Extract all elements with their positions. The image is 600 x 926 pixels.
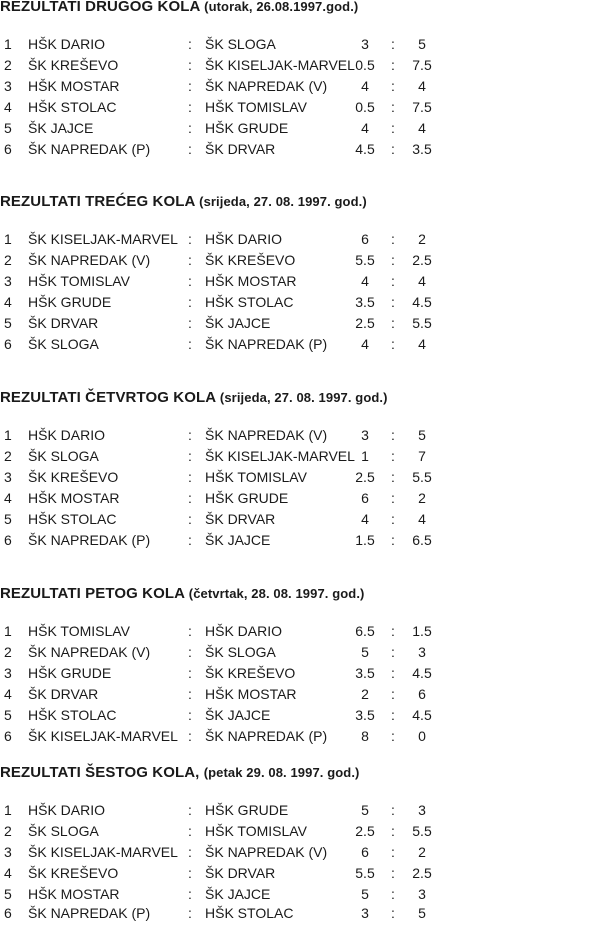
away-score: 7.5 bbox=[412, 57, 432, 73]
away-score: 6.5 bbox=[412, 532, 432, 548]
match-number: 5 bbox=[4, 707, 12, 723]
home-score: 5 bbox=[361, 644, 369, 660]
home-score: 3.5 bbox=[355, 665, 375, 681]
match-row bbox=[0, 844, 600, 865]
separator: : bbox=[188, 78, 192, 94]
match-row bbox=[0, 99, 600, 120]
match-number: 2 bbox=[4, 823, 12, 839]
separator: : bbox=[188, 686, 192, 702]
home-team: ŠK KREŠEVO bbox=[28, 865, 119, 881]
score-separator: : bbox=[391, 448, 395, 464]
round-date: (četvrtak, 28. 08. 1997. god.) bbox=[188, 586, 365, 601]
round-title bbox=[0, 389, 388, 406]
score-separator: : bbox=[391, 686, 395, 702]
match-number: 4 bbox=[4, 99, 12, 115]
home-team: HŠK DARIO bbox=[28, 802, 106, 818]
home-team: ŠK NAPREDAK (V) bbox=[28, 644, 151, 660]
score-separator: : bbox=[391, 231, 395, 247]
match-row bbox=[0, 78, 600, 99]
home-score: 3.5 bbox=[355, 294, 375, 310]
away-score: 5.5 bbox=[412, 469, 432, 485]
home-team: ŠK NAPREDAK (V) bbox=[28, 252, 151, 268]
away-score: 7 bbox=[418, 448, 426, 464]
separator: : bbox=[188, 231, 192, 247]
match-row bbox=[0, 886, 600, 907]
home-score: 5 bbox=[361, 886, 369, 902]
separator: : bbox=[188, 665, 192, 681]
home-score: 2.5 bbox=[355, 315, 375, 331]
round-date: (utorak, 26.08.1997.god.) bbox=[204, 0, 359, 14]
separator: : bbox=[188, 469, 192, 485]
home-team: HŠK TOMISLAV bbox=[28, 623, 130, 639]
home-team: ŠK NAPREDAK (P) bbox=[28, 141, 151, 157]
away-team: HŠK TOMISLAV bbox=[205, 469, 307, 485]
score-separator: : bbox=[391, 802, 395, 818]
away-team: ŠK DRVAR bbox=[205, 141, 276, 157]
match-number: 2 bbox=[4, 57, 12, 73]
away-team: ŠK JAJCE bbox=[205, 707, 271, 723]
away-team: ŠK SLOGA bbox=[205, 36, 276, 52]
match-row bbox=[0, 823, 600, 844]
away-team: HŠK GRUDE bbox=[205, 490, 289, 506]
away-score: 2 bbox=[418, 231, 426, 247]
away-score: 2 bbox=[418, 490, 426, 506]
home-score: 6 bbox=[361, 490, 369, 506]
score-separator: : bbox=[391, 823, 395, 839]
home-team: ŠK NAPREDAK (P) bbox=[28, 905, 151, 921]
away-score: 2.5 bbox=[412, 252, 432, 268]
score-separator: : bbox=[391, 99, 395, 115]
away-team: HŠK TOMISLAV bbox=[205, 823, 307, 839]
home-team: ŠK DRVAR bbox=[28, 686, 99, 702]
match-row bbox=[0, 57, 600, 78]
match-number: 4 bbox=[4, 865, 12, 881]
away-team: ŠK KREŠEVO bbox=[205, 252, 296, 268]
score-separator: : bbox=[391, 273, 395, 289]
away-score: 4 bbox=[418, 336, 426, 352]
round-date: (srijeda, 27. 08. 1997. god.) bbox=[199, 194, 367, 209]
away-team: ŠK DRVAR bbox=[205, 865, 276, 881]
home-team: HŠK STOLAC bbox=[28, 511, 117, 527]
separator: : bbox=[188, 802, 192, 818]
score-separator: : bbox=[391, 252, 395, 268]
away-score: 2 bbox=[418, 844, 426, 860]
match-number: 1 bbox=[4, 802, 12, 818]
score-separator: : bbox=[391, 728, 395, 744]
away-score: 1.5 bbox=[412, 623, 432, 639]
match-number: 3 bbox=[4, 78, 12, 94]
home-score: 5 bbox=[361, 802, 369, 818]
home-team: HŠK TOMISLAV bbox=[28, 273, 130, 289]
home-score: 6.5 bbox=[355, 623, 375, 639]
separator: : bbox=[188, 623, 192, 639]
home-score: 5.5 bbox=[355, 252, 375, 268]
score-separator: : bbox=[391, 294, 395, 310]
separator: : bbox=[188, 273, 192, 289]
home-score: 4 bbox=[361, 273, 369, 289]
round-title bbox=[0, 0, 358, 15]
separator: : bbox=[188, 99, 192, 115]
score-separator: : bbox=[391, 57, 395, 73]
home-score: 1 bbox=[361, 448, 369, 464]
home-score: 2.5 bbox=[355, 823, 375, 839]
round-title bbox=[0, 764, 359, 781]
round-title-text: REZULTATI DRUGOG KOLA bbox=[0, 0, 200, 15]
away-team: ŠK KISELJAK-MARVEL bbox=[205, 448, 355, 464]
separator: : bbox=[188, 141, 192, 157]
away-team: HŠK MOSTAR bbox=[205, 686, 297, 702]
match-number: 1 bbox=[4, 36, 12, 52]
home-team: ŠK SLOGA bbox=[28, 823, 99, 839]
match-row bbox=[0, 623, 600, 644]
separator: : bbox=[188, 511, 192, 527]
score-separator: : bbox=[391, 623, 395, 639]
home-score: 4.5 bbox=[355, 141, 375, 157]
home-score: 3.5 bbox=[355, 707, 375, 723]
away-score: 5 bbox=[418, 427, 426, 443]
away-score: 3 bbox=[418, 802, 426, 818]
away-team: ŠK NAPREDAK (V) bbox=[205, 78, 328, 94]
match-row bbox=[0, 273, 600, 294]
score-separator: : bbox=[391, 865, 395, 881]
separator: : bbox=[188, 294, 192, 310]
match-row bbox=[0, 865, 600, 886]
round-title bbox=[0, 585, 364, 602]
separator: : bbox=[188, 36, 192, 52]
away-score: 7.5 bbox=[412, 99, 432, 115]
separator: : bbox=[188, 644, 192, 660]
away-team: ŠK JAJCE bbox=[205, 886, 271, 902]
match-row bbox=[0, 36, 600, 57]
match-number: 5 bbox=[4, 315, 12, 331]
match-row bbox=[0, 802, 600, 823]
round-title bbox=[0, 193, 367, 210]
match-row bbox=[0, 686, 600, 707]
match-number: 1 bbox=[4, 231, 12, 247]
score-separator: : bbox=[391, 644, 395, 660]
match-number: 1 bbox=[4, 427, 12, 443]
match-number: 6 bbox=[4, 532, 12, 548]
match-number: 3 bbox=[4, 469, 12, 485]
away-score: 4.5 bbox=[412, 707, 432, 723]
away-score: 4 bbox=[418, 273, 426, 289]
home-score: 8 bbox=[361, 728, 369, 744]
away-score: 3.5 bbox=[412, 141, 432, 157]
separator: : bbox=[188, 707, 192, 723]
home-score: 0.5 bbox=[355, 99, 375, 115]
round-title-text: REZULTATI TREĆEG KOLA bbox=[0, 193, 195, 210]
away-team: ŠK KISELJAK-MARVEL bbox=[205, 57, 355, 73]
home-team: HŠK GRUDE bbox=[28, 294, 112, 310]
separator: : bbox=[188, 315, 192, 331]
separator: : bbox=[188, 490, 192, 506]
match-number: 5 bbox=[4, 886, 12, 902]
separator: : bbox=[188, 844, 192, 860]
away-score: 4.5 bbox=[412, 294, 432, 310]
away-score: 4 bbox=[418, 78, 426, 94]
match-number: 4 bbox=[4, 490, 12, 506]
match-row bbox=[0, 294, 600, 315]
score-separator: : bbox=[391, 707, 395, 723]
home-score: 6 bbox=[361, 844, 369, 860]
round-title-text: REZULTATI PETOG KOLA bbox=[0, 585, 185, 602]
away-score: 3 bbox=[418, 886, 426, 902]
away-team: HŠK TOMISLAV bbox=[205, 99, 307, 115]
away-team: HŠK STOLAC bbox=[205, 294, 294, 310]
score-separator: : bbox=[391, 36, 395, 52]
separator: : bbox=[188, 865, 192, 881]
match-number: 5 bbox=[4, 120, 12, 136]
round-date: (petak 29. 08. 1997. god.) bbox=[203, 765, 360, 780]
score-separator: : bbox=[391, 120, 395, 136]
match-number: 6 bbox=[4, 141, 12, 157]
away-team: ŠK NAPREDAK (V) bbox=[205, 427, 328, 443]
away-team: ŠK SLOGA bbox=[205, 644, 276, 660]
match-row bbox=[0, 448, 600, 469]
away-score: 4 bbox=[418, 120, 426, 136]
home-score: 0.5 bbox=[355, 57, 375, 73]
away-team: HŠK DARIO bbox=[205, 623, 283, 639]
score-separator: : bbox=[391, 532, 395, 548]
away-team: ŠK JAJCE bbox=[205, 532, 271, 548]
away-team: HŠK DARIO bbox=[205, 231, 283, 247]
away-score: 0 bbox=[418, 728, 426, 744]
away-score: 6 bbox=[418, 686, 426, 702]
match-row bbox=[0, 490, 600, 511]
separator: : bbox=[188, 252, 192, 268]
home-team: HŠK STOLAC bbox=[28, 707, 117, 723]
score-separator: : bbox=[391, 315, 395, 331]
match-row bbox=[0, 532, 600, 553]
round-title-text: REZULTATI ŠESTOG KOLA, bbox=[0, 764, 200, 781]
away-team: ŠK NAPREDAK (P) bbox=[205, 336, 328, 352]
home-team: ŠK DRVAR bbox=[28, 315, 99, 331]
away-score: 5.5 bbox=[412, 315, 432, 331]
away-team: HŠK STOLAC bbox=[205, 905, 294, 921]
match-row bbox=[0, 336, 600, 357]
away-team: ŠK KREŠEVO bbox=[205, 665, 296, 681]
match-number: 6 bbox=[4, 905, 12, 921]
match-number: 4 bbox=[4, 686, 12, 702]
away-score: 2.5 bbox=[412, 865, 432, 881]
match-number: 1 bbox=[4, 623, 12, 639]
home-score: 4 bbox=[361, 78, 369, 94]
home-team: ŠK KISELJAK-MARVEL bbox=[28, 844, 178, 860]
home-score: 3 bbox=[361, 427, 369, 443]
score-separator: : bbox=[391, 905, 395, 921]
separator: : bbox=[188, 448, 192, 464]
away-score: 4.5 bbox=[412, 665, 432, 681]
home-team: ŠK KREŠEVO bbox=[28, 469, 119, 485]
home-score: 2.5 bbox=[355, 469, 375, 485]
home-team: HŠK MOSTAR bbox=[28, 490, 120, 506]
home-score: 4 bbox=[361, 336, 369, 352]
match-row bbox=[0, 252, 600, 273]
separator: : bbox=[188, 905, 192, 921]
match-row bbox=[0, 728, 600, 749]
round-title-text: REZULTATI ČETVRTOG KOLA bbox=[0, 389, 216, 406]
match-number: 2 bbox=[4, 644, 12, 660]
match-row bbox=[0, 707, 600, 728]
score-separator: : bbox=[391, 141, 395, 157]
home-team: HŠK DARIO bbox=[28, 427, 106, 443]
away-score: 5.5 bbox=[412, 823, 432, 839]
match-row bbox=[0, 511, 600, 532]
match-row bbox=[0, 644, 600, 665]
separator: : bbox=[188, 336, 192, 352]
match-number: 2 bbox=[4, 252, 12, 268]
score-separator: : bbox=[391, 427, 395, 443]
home-team: ŠK KISELJAK-MARVEL bbox=[28, 728, 178, 744]
match-number: 3 bbox=[4, 844, 12, 860]
score-separator: : bbox=[391, 844, 395, 860]
away-team: ŠK NAPREDAK (P) bbox=[205, 728, 328, 744]
match-row bbox=[0, 120, 600, 141]
home-team: ŠK NAPREDAK (P) bbox=[28, 532, 151, 548]
match-number: 2 bbox=[4, 448, 12, 464]
home-score: 2 bbox=[361, 686, 369, 702]
home-team: ŠK JAJCE bbox=[28, 120, 94, 136]
match-number: 3 bbox=[4, 665, 12, 681]
score-separator: : bbox=[391, 78, 395, 94]
separator: : bbox=[188, 120, 192, 136]
score-separator: : bbox=[391, 469, 395, 485]
away-score: 4 bbox=[418, 511, 426, 527]
match-row bbox=[0, 905, 600, 926]
match-row bbox=[0, 665, 600, 686]
away-team: ŠK DRVAR bbox=[205, 511, 276, 527]
home-score: 1.5 bbox=[355, 532, 375, 548]
away-team: HŠK GRUDE bbox=[205, 802, 289, 818]
match-row bbox=[0, 427, 600, 448]
away-score: 5 bbox=[418, 905, 426, 921]
match-row bbox=[0, 469, 600, 490]
round-date: (srijeda, 27. 08. 1997. god.) bbox=[219, 390, 388, 405]
home-team: ŠK SLOGA bbox=[28, 336, 99, 352]
home-score: 3 bbox=[361, 905, 369, 921]
home-team: HŠK GRUDE bbox=[28, 665, 112, 681]
home-score: 5.5 bbox=[355, 865, 375, 881]
match-row bbox=[0, 231, 600, 252]
home-team: ŠK KISELJAK-MARVEL bbox=[28, 231, 178, 247]
match-number: 5 bbox=[4, 511, 12, 527]
match-number: 6 bbox=[4, 728, 12, 744]
separator: : bbox=[188, 886, 192, 902]
separator: : bbox=[188, 57, 192, 73]
score-separator: : bbox=[391, 490, 395, 506]
away-team: ŠK JAJCE bbox=[205, 315, 271, 331]
away-team: HŠK GRUDE bbox=[205, 120, 289, 136]
score-separator: : bbox=[391, 886, 395, 902]
separator: : bbox=[188, 728, 192, 744]
away-team: HŠK MOSTAR bbox=[205, 273, 297, 289]
home-team: HŠK MOSTAR bbox=[28, 886, 120, 902]
away-score: 3 bbox=[418, 644, 426, 660]
match-number: 3 bbox=[4, 273, 12, 289]
home-team: HŠK MOSTAR bbox=[28, 78, 120, 94]
home-team: ŠK SLOGA bbox=[28, 448, 99, 464]
match-row bbox=[0, 315, 600, 336]
match-number: 4 bbox=[4, 294, 12, 310]
score-separator: : bbox=[391, 665, 395, 681]
away-score: 5 bbox=[418, 36, 426, 52]
home-score: 3 bbox=[361, 36, 369, 52]
match-number: 6 bbox=[4, 336, 12, 352]
separator: : bbox=[188, 532, 192, 548]
away-team: ŠK NAPREDAK (V) bbox=[205, 844, 328, 860]
home-score: 4 bbox=[361, 120, 369, 136]
home-team: ŠK KREŠEVO bbox=[28, 57, 119, 73]
home-score: 6 bbox=[361, 231, 369, 247]
separator: : bbox=[188, 823, 192, 839]
score-separator: : bbox=[391, 511, 395, 527]
score-separator: : bbox=[391, 336, 395, 352]
separator: : bbox=[188, 427, 192, 443]
home-team: HŠK DARIO bbox=[28, 36, 106, 52]
home-score: 4 bbox=[361, 511, 369, 527]
home-team: HŠK STOLAC bbox=[28, 99, 117, 115]
match-row bbox=[0, 141, 600, 162]
